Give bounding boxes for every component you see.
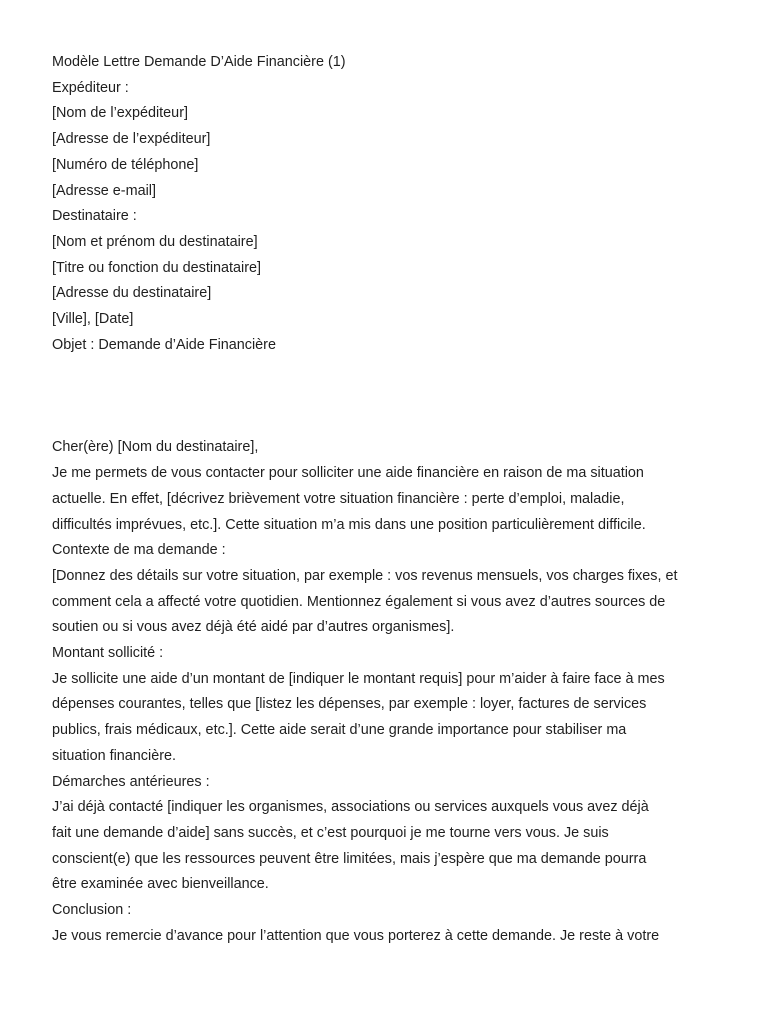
amount-line: dépenses courantes, telles que [listez les dépenses, par exemple : loyer, factures de services [52, 696, 647, 713]
sender-phone: [Numéro de téléphone] [52, 156, 199, 173]
sender-address: [Adresse de l’expéditeur] [52, 131, 211, 148]
intro-line: Je me permets de vous contacter pour solliciter une aide financière en raison de ma situation [52, 465, 644, 482]
sender-label: Expéditeur : [52, 79, 129, 96]
city-date: [Ville], [Date] [52, 311, 134, 328]
amount-line: publics, frais médicaux, etc.]. Cette aide serait d’une grande importance pour stabiliser ma [52, 722, 627, 739]
previous-steps-heading: Démarches antérieures : [52, 773, 210, 790]
salutation: Cher(ère) [Nom du destinataire], [52, 439, 259, 456]
previous-steps-line: J’ai déjà contacté [indiquer les organismes, associations ou services auxquels vous avez déjà [52, 799, 649, 816]
amount-line: situation financière. [52, 747, 176, 764]
spacer [52, 358, 732, 435]
subject-line: Objet : Demande d’Aide Financière [52, 336, 276, 353]
previous-steps-line: fait une demande d’aide] sans succès, et c’est pourquoi je me tourne vers vous. Je suis [52, 824, 609, 841]
context-line: comment cela a affecté votre quotidien. Mentionnez également si vous avez d’autres sources de [52, 593, 666, 610]
recipient-address: [Adresse du destinataire] [52, 285, 212, 302]
document-page [52, 50, 732, 950]
context-heading: Contexte de ma demande : [52, 542, 226, 559]
sender-name: [Nom de l’expéditeur] [52, 105, 188, 122]
intro-line: actuelle. En effet, [décrivez brièvement votre situation financière : perte d’emploi, maladie, [52, 490, 625, 507]
previous-steps-line: être examinée avec bienveillance. [52, 876, 269, 893]
amount-heading: Montant sollicité : [52, 645, 164, 662]
context-line: [Donnez des détails sur votre situation, par exemple : vos revenus mensuels, vos charges fixes, et [52, 567, 678, 584]
document-title: Modèle Lettre Demande D’Aide Financière (1) [52, 54, 346, 70]
recipient-label: Destinataire : [52, 208, 137, 225]
previous-steps-line: conscient(e) que les ressources peuvent être limitées, mais j’espère que ma demande pourra [52, 850, 647, 867]
context-line: soutien ou si vous avez déjà été aidé par d’autres organismes]. [52, 619, 455, 636]
sender-email: [Adresse e-mail] [52, 182, 156, 199]
recipient-name: [Nom et prénom du destinataire] [52, 233, 258, 250]
conclusion-line: Je vous remercie d’avance pour l’attention que vous porterez à cette demande. Je reste à votre [52, 927, 660, 944]
amount-line: Je sollicite une aide d’un montant de [indiquer le montant requis] pour m’aider à faire face à mes [52, 670, 665, 687]
intro-line: difficultés imprévues, etc.]. Cette situation m’a mis dans une position particulièrement difficile. [52, 516, 646, 533]
conclusion-heading: Conclusion : [52, 902, 132, 919]
recipient-title: [Titre ou fonction du destinataire] [52, 259, 262, 276]
